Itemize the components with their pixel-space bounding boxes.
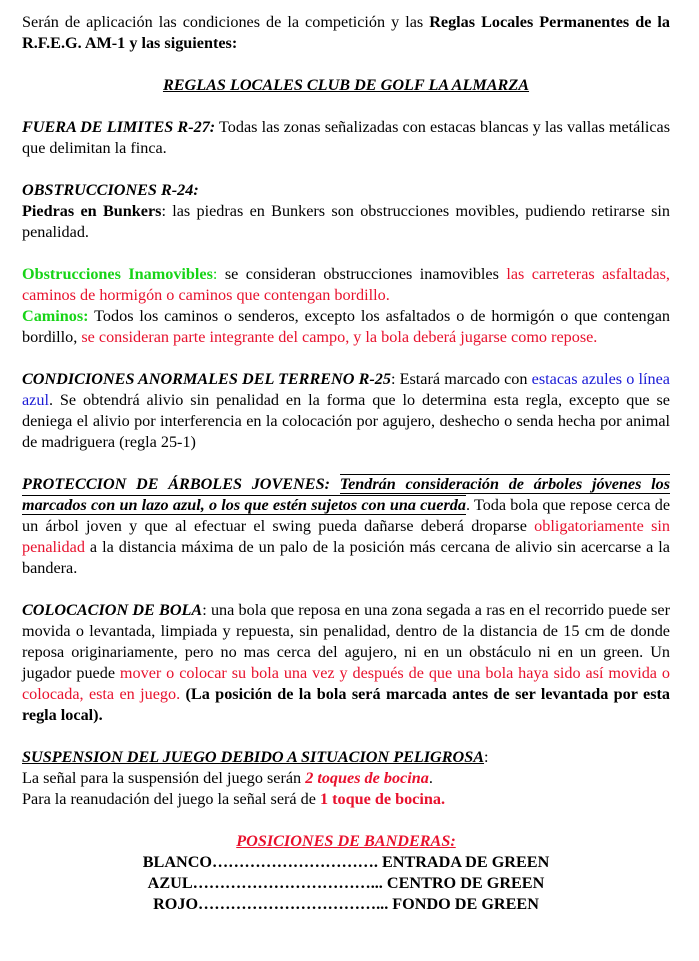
suspension-line1-end: . xyxy=(428,769,433,787)
proteccion-boxed: Tendrán consideración de árboles jóvenes los marcados con un lazo azul, o los que estén sujetos con una cuerda xyxy=(22,475,670,514)
colocacion-paragraph xyxy=(22,600,670,726)
bandera-blanco: BLANCO…………………………. ENTRADA DE GREEN xyxy=(142,853,550,871)
suspension-colon: : xyxy=(484,748,489,766)
suspension-heading-line xyxy=(22,747,670,768)
caminos-paragraph xyxy=(22,306,670,348)
inamovibles-label: Obstrucciones Inamovibles xyxy=(22,265,213,283)
inamovibles-colon: : xyxy=(212,265,218,283)
intro-paragraph xyxy=(22,12,670,54)
bandera-azul: AZUL……………………………... CENTRO DE GREEN xyxy=(147,874,545,892)
intro-bold: Reglas Locales Permanentes de la R.F.E.G. AM-1 y las siguientes: xyxy=(22,13,670,52)
colocacion-bold: (La posición de la bola será marcada antes de ser levantada por esta regla local). xyxy=(22,685,670,724)
proteccion-heading: PROTECCION DE ÁRBOLES JOVENES: xyxy=(22,475,330,493)
piedras-label: Piedras en Bunkers xyxy=(22,202,162,220)
obstrucciones-heading: OBSTRUCCIONES R-24: xyxy=(22,181,199,199)
document-title: REGLAS LOCALES CLUB DE GOLF LA ALMARZA xyxy=(162,76,530,94)
condiciones-text1: : Estará marcado con xyxy=(390,370,532,388)
rules-document xyxy=(22,12,670,915)
fuera-text: Todas las zonas señalizadas con estacas blancas y las vallas metálicas que delimitan la finca. xyxy=(22,118,670,157)
proteccion-text1: . Toda bola que repose cerca de un árbol joven y que al efectuar el swing pueda dañarse deberá droparse xyxy=(22,496,670,535)
proteccion-red: obligatoriamente sin penalidad xyxy=(22,517,670,556)
piedras-paragraph xyxy=(22,201,670,243)
inamovibles-paragraph xyxy=(22,264,670,306)
suspension-line1-text: La señal para la suspensión del juego serán xyxy=(22,769,306,787)
suspension-heading: SUSPENSION DEL JUEGO DEBIDO A SITUACION PELIGROSA xyxy=(22,748,485,766)
suspension-line1 xyxy=(22,768,670,789)
colocacion-heading: COLOCACION DE BOLA xyxy=(22,601,203,619)
intro-text: Serán de aplicación las condiciones de la competición y las xyxy=(22,13,430,31)
condiciones-text2: . Se obtendrá alivio sin penalidad en la forma que lo determina esta regla, excepto que se deniega el alivio por interferencia en la colocación por agujero, deshecho o senda hecha por animal de madriguera (regla 25-1) xyxy=(22,391,670,451)
condiciones-blue: estacas azules o línea azul xyxy=(22,370,670,409)
piedras-text: : las piedras en Bunkers son obstrucciones movibles, pudiendo retirarse sin penalidad. xyxy=(22,202,670,241)
suspension-line2-text: Para la reanudación del juego la señal será de xyxy=(22,790,320,808)
suspension-line2 xyxy=(22,789,670,810)
banderas-heading: POSICIONES DE BANDERAS: xyxy=(236,832,456,850)
fuera-heading: FUERA DE LIMITES R-27: xyxy=(22,118,216,136)
inamovibles-red: las carreteras asfaltadas, caminos de hormigón o caminos que contengan bordillo. xyxy=(22,265,670,304)
suspension-line1-red: 2 toques de bocina xyxy=(305,769,429,787)
fuera-de-limites-paragraph xyxy=(22,117,670,159)
colocacion-red: mover o colocar su bola una vez y después de que una bola haya sido así movida o colocada, esta en juego. xyxy=(22,664,670,703)
proteccion-text2: a la distancia máxima de un palo de la posición más cercana de alivio sin acercarse a la bandera. xyxy=(22,538,670,577)
condiciones-paragraph xyxy=(22,369,670,453)
inamovibles-text: se consideran obstrucciones inamovibles xyxy=(217,265,507,283)
proteccion-paragraph xyxy=(22,474,670,579)
caminos-red: se consideran parte integrante del campo, y la bola deberá jugarse como repose. xyxy=(81,328,598,346)
suspension-line2-red: 1 toque de bocina. xyxy=(319,790,446,808)
bandera-rojo: ROJO……………………………... FONDO DE GREEN xyxy=(153,895,539,913)
caminos-text: Todos los caminos o senderos, excepto los asfaltados o de hormigón o que contengan bordillo, xyxy=(22,307,670,346)
caminos-label: Caminos: xyxy=(22,307,89,325)
colocacion-text: : una bola que reposa en una zona segada a ras en el recorrido puede ser movida o levantada, limpiada y repuesta, sin penalidad, dentro de la distancia de 15 cm de donde reposa originariamente, pero no mas cerca del agujero, ni en un obstáculo ni en un green. Un jugador puede xyxy=(22,601,670,682)
condiciones-heading: CONDICIONES ANORMALES DEL TERRENO R-25 xyxy=(22,370,391,388)
